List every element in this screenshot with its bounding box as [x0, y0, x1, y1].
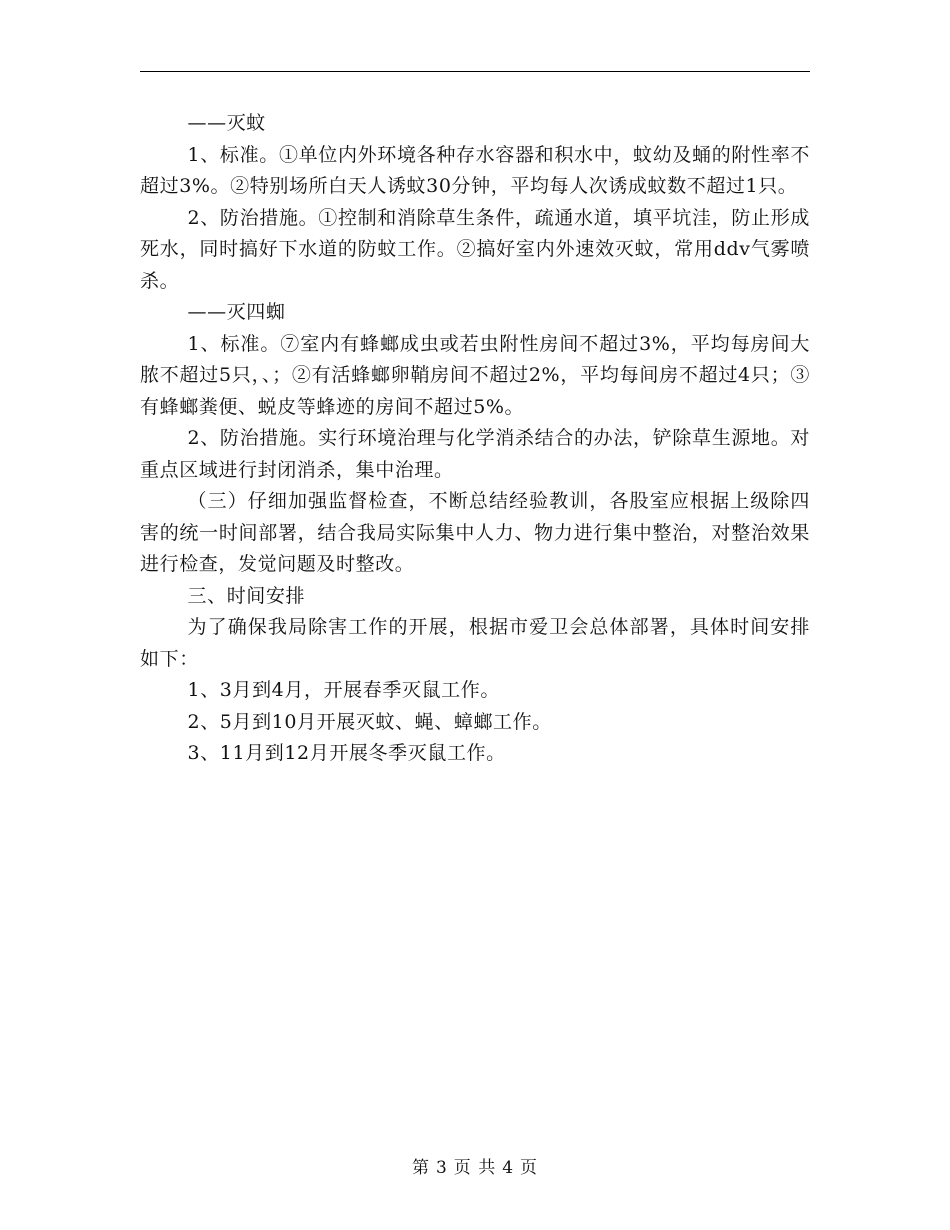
footer-suffix: 页: [520, 1158, 539, 1178]
footer-prefix: 第: [411, 1158, 430, 1178]
header-rule: [140, 71, 810, 72]
footer-current-page: 3: [435, 1158, 448, 1178]
paragraph-mosquito-standard: 1、标准。①单位内外环境各种存水容器和积水中，蚊幼及蛹的附性率不超过3%。②特别场所白天人诱蚊30分钟，平均每人次诱成蚊数不超过1只。: [140, 143, 810, 197]
section-heading-cockroach: ——灭四蜘: [187, 301, 286, 323]
schedule-item-3: 3、11月到12月开展冬季灭鼠工作。: [187, 742, 506, 764]
paragraph-cockroach-standard: 1、标准。⑦室内有蜂螂成虫或若虫附性房间不超过3%，平均每房间大脓不超过5只，、；②有活蜂螂卵鞘房间不超过2%，平均每间房不超过4只；③有蜂螂粪便、蜕皮等蜂迹的房间不超过5%。: [140, 332, 810, 418]
page-footer: [0, 1153, 950, 1178]
section-heading-mosquito: ——灭蚊: [187, 112, 266, 134]
schedule-item-2: 2、5月到10月开展灭蚊、蝇、蟑螂工作。: [187, 710, 552, 733]
paragraph-schedule-intro: 为了确保我局除害工作的开展，根据市爱卫会总体部署，具体时间安排如下：: [140, 616, 810, 670]
footer-middle: 页 共: [453, 1158, 497, 1178]
paragraph-mosquito-measures: 2、防治措施。①控制和消除草生条件，疏通水道，填平坑洼，防止形成死水，同时搞好下水道的防蚊工作。②搞好室内外速效灭蚊，常用ddv气雾喷杀。: [140, 206, 810, 292]
document-body: [140, 108, 810, 770]
paragraph-cockroach-measures: 2、防治措施。实行环境治理与化学消杀结合的办法，铲除草生源地。对重点区域进行封闭消杀，集中治理。: [140, 427, 810, 481]
schedule-item-1: 1、3月到4月，开展春季灭鼠工作。: [187, 679, 500, 701]
paragraph-supervision: （三）仔细加强监督检查，不断总结经验教训，各股室应根据上级除四害的统一时间部署，结合我局实际集中人力、物力进行集中整治，对整治效果进行检查，发觉问题及时整改。: [140, 490, 810, 575]
section-heading-schedule: 三、时间安排: [187, 584, 306, 607]
footer-total-pages: 4: [502, 1158, 515, 1178]
